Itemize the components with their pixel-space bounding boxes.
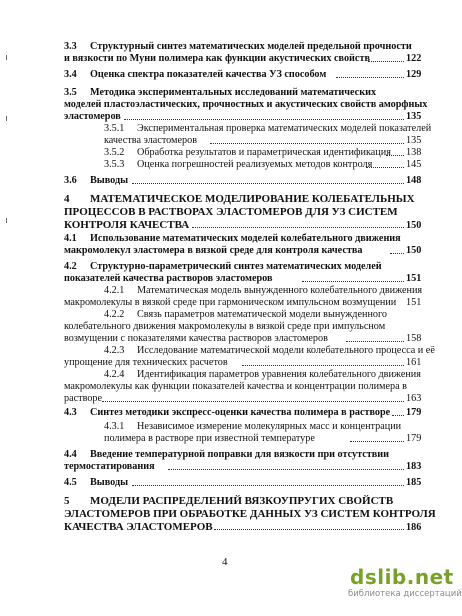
toc-entry-page: 185: [406, 477, 422, 488]
toc-entry-title-line: Идентификация параметров уравнения колебательного движения: [137, 369, 421, 380]
toc-entry-title-line: упрощение для технических расчетов: [64, 357, 228, 368]
toc-entry-page: 145: [406, 159, 422, 170]
leader-dots: [336, 77, 404, 78]
watermark: [348, 565, 462, 599]
toc-entry-title-line: колебательного движения макромолекулы в вязкой среде при импульсном: [64, 321, 386, 332]
toc-entry-page: 158: [406, 333, 422, 344]
toc-entry-title-line: Структурно-параметрический синтез математических моделей: [90, 261, 382, 272]
toc-entry-title-line: ПРОЦЕССОВ В РАСТВОРАХ ЭЛАСТОМЕРОВ ДЛЯ УЗ СИСТЕМ: [64, 206, 398, 218]
leader-dots: [132, 485, 404, 486]
toc-entry-title-line: Выводы: [90, 477, 129, 488]
toc-entry-number: 3.5: [64, 87, 77, 98]
toc-entry-page: 122: [406, 53, 422, 64]
toc-entry-title-line: Независимое измерение молекулярных масс и концентрации: [137, 421, 402, 432]
leader-dots: [132, 183, 404, 184]
toc-entry-title-line: КАЧЕСТВА ЭЛАСТОМЕРОВ: [64, 521, 213, 533]
toc-entry-title-line: Методика экспериментальных исследований математических: [90, 87, 377, 98]
toc-entry-page: 148: [406, 175, 422, 186]
toc-entry-title-line: термостатирования: [64, 461, 155, 472]
toc-entry-number: 4.2: [64, 261, 77, 272]
toc-entry-page: 135: [406, 135, 422, 146]
toc-entry-title-line: Экспериментальная проверка математических моделей показателей: [137, 123, 432, 134]
leader-dots: [350, 441, 404, 442]
toc-entry-title-line: Математическая модель вынужденного колебательного движения: [137, 285, 423, 296]
toc-entry-title-line: МОДЕЛИ РАСПРЕДЕЛЕНИЙ ВЯЗКОУПРУГИХ СВОЙСТВ: [90, 495, 394, 507]
toc-entry-page: 138: [406, 147, 422, 158]
toc-entry-title-line: КОНТРОЛЯ КАЧЕСТВА: [64, 219, 190, 231]
leader-dots: [242, 365, 404, 366]
toc-entry-title-line: макромолекулы в вязкой среде при гармоническом импульсном возмущении: [64, 297, 397, 308]
toc-entry-page: 163: [406, 393, 422, 404]
leader-dots: [346, 341, 404, 342]
leader-dots: [102, 401, 404, 402]
toc-entry-number: 3.4: [64, 69, 77, 80]
toc-entry-page: 179: [406, 433, 422, 444]
toc-entry-page: 186: [406, 522, 422, 533]
toc-entry-number: 5: [64, 495, 70, 507]
toc-entry-page: 135: [406, 111, 422, 122]
margin-mark: [6, 218, 11, 223]
toc-entry-page: 151: [406, 273, 422, 284]
toc-entry-number: 4.3.1: [104, 421, 125, 432]
toc-entry-title-line: Обработка результатов и параметрическая идентификация: [137, 147, 391, 158]
toc-entry-page: 150: [406, 245, 422, 256]
margin-mark: [6, 116, 11, 121]
toc-entry-title-line: эластомеров: [64, 111, 121, 122]
toc-entry-title-line: МАТЕМАТИЧЕСКОЕ МОДЕЛИРОВАНИЕ КОЛЕБАТЕЛЬНЫХ: [90, 193, 415, 205]
toc-entry-number: 3.5.3: [104, 159, 125, 170]
watermark-subtitle: библиотека диссертаций: [348, 589, 462, 599]
watermark-logo: dslib.net: [350, 565, 454, 589]
toc-entry-number: 3.6: [64, 175, 77, 186]
toc-entry-number: 4.5: [64, 477, 77, 488]
toc-entry-number: 4: [64, 193, 70, 205]
leader-dots: [192, 227, 404, 228]
toc-entry-page: 161: [406, 357, 422, 368]
toc-entry-title-line: моделей пластоэластических, прочностных и акустических свойств аморфных: [64, 99, 428, 110]
leader-dots: [214, 529, 404, 530]
toc-entry-title-line: полимера в растворе при известной температуре: [104, 433, 315, 444]
toc-entry-page: 150: [406, 220, 422, 231]
toc-entry-title-line: Исследование математической модели колебательного процесса и её: [137, 345, 435, 356]
toc-entry-title-line: Структурный синтез математических моделей предельной прочности: [90, 41, 412, 52]
toc-entry-title-line: Синтез методики экспресс-оценки качества полимера в растворе: [90, 407, 391, 418]
toc-entry-title-line: макромолекул эластомера в вязкой среде для контроля качества: [64, 245, 363, 256]
toc-entry-title-line: растворе: [64, 393, 103, 404]
toc-entry-number: 4.2.4: [104, 369, 125, 380]
page-number: 4: [222, 556, 228, 568]
toc-entry-number: 4.2.2: [104, 309, 125, 320]
leader-dots: [210, 143, 404, 144]
toc-entry-page: 129: [406, 69, 422, 80]
toc-entry-title-line: Введение температурной поправки для вязкости при отсутствии: [90, 449, 389, 460]
toc-entry-title-line: Выводы: [90, 175, 129, 186]
toc-entry-title-line: Связь параметров математической модели вынужденного: [137, 309, 388, 320]
toc-entry-page: 151: [406, 297, 422, 308]
toc-entry-number: 4.4: [64, 449, 77, 460]
margin-mark: [6, 55, 11, 60]
toc-entry-number: 3.3: [64, 41, 77, 52]
toc-entry-number: 4.2.3: [104, 345, 125, 356]
toc-entry-page: 183: [406, 461, 422, 472]
leader-dots: [124, 119, 404, 120]
leader-dots: [168, 469, 404, 470]
toc-entry-number: 4.1: [64, 233, 77, 244]
toc-entry-title-line: показателей качества растворов эластомеров: [64, 273, 273, 284]
toc-entry-number: 3.5.2: [104, 147, 125, 158]
leader-dots: [386, 155, 404, 156]
leader-dots: [366, 167, 404, 168]
toc-entry-title-line: качества эластомеров: [104, 135, 198, 146]
leader-dots: [390, 253, 404, 254]
leader-dots: [392, 415, 404, 416]
leader-dots: [368, 61, 404, 62]
toc-entry-title-line: возмущении с показателями качества растворов эластомеров: [64, 333, 328, 344]
toc-entry-title-line: Использование математических моделей колебательного движения: [90, 233, 401, 244]
toc-entry-number: 3.5.1: [104, 123, 125, 134]
toc-entry-number: 4.3: [64, 407, 77, 418]
toc-entry-title-line: макромолекулы как функции показателей качества и концентрации полимера в: [64, 381, 407, 392]
toc-entry-title-line: Оценка погрешностей реализуемых методов контроля: [137, 159, 373, 170]
leader-dots: [302, 281, 404, 282]
toc-entry-number: 4.2.1: [104, 285, 125, 296]
toc-entry-title-line: ЭЛАСТОМЕРОВ ПРИ ОБРАБОТКЕ ДАННЫХ УЗ СИСТЕМ КОНТРОЛЯ: [64, 508, 436, 520]
toc-entry-title-line: Оценка спектра показателей качества УЗ способом: [90, 69, 327, 80]
toc-entry-title-line: и вязкости по Муни полимера как функции акустических свойств: [64, 53, 370, 64]
toc-entry-page: 179: [406, 407, 422, 418]
